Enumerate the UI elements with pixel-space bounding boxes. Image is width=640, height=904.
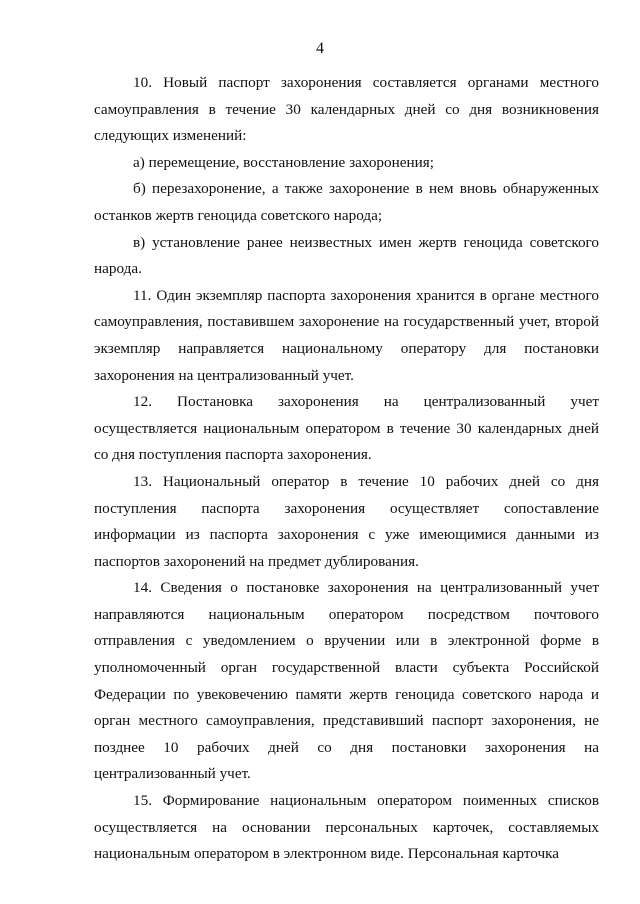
page-number: 4 bbox=[316, 40, 324, 57]
paragraph-13: 13. Национальный оператор в течение 10 рабочих дней со дня поступления паспорта захоронения осуществляет сопоставление информации из паспорта захоронения с уже имеющимися данными из паспортов захоронений на предмет дублирования. bbox=[94, 472, 599, 570]
paragraph-11: 11. Один экземпляр паспорта захоронения хранится в органе местного самоуправления, поставившем захоронение на государственный учет, второй экземпляр направляется национальному оператору для постановки захоронения на централизованный учет. bbox=[94, 286, 599, 384]
paragraph-10: 10. Новый паспорт захоронения составляется органами местного самоуправления в течение 30 календарных дней со дня возникновения следующих изменений: bbox=[94, 74, 599, 145]
document-body bbox=[94, 70, 599, 868]
paragraph-15: 15. Формирование национальным оператором поименных списков осуществляется на основании персональных карточек, составляемых национальным оператором в электронном виде. Персональная карточка bbox=[94, 792, 599, 863]
paragraph-14: 14. Сведения о постановке захоронения на централизованный учет направляются национальным оператором посредством почтового отправления с уведомлением о вручении или в электронной форме в уполномоченный орган государственной власти субъекта Российской Федерации по увековечению памяти жертв геноцида советского народа и орган местного самоуправления, представивший паспорт захоронения, не позднее 10 рабочих дней со дня постановки захоронения на централизованный учет. bbox=[94, 579, 599, 783]
paragraph-10-b: б) перезахоронение, а также захоронение в нем вновь обнаруженных останков жертв геноцида советского народа; bbox=[94, 180, 599, 224]
paragraph-12: 12. Постановка захоронения на централизованный учет осуществляется национальным оператором в течение 30 календарных дней со дня поступления паспорта захоронения. bbox=[94, 393, 599, 464]
paragraph-10-a: а) перемещение, восстановление захоронения; bbox=[133, 153, 434, 171]
paragraph-10-v: в) установление ранее неизвестных имен жертв геноцида советского народа. bbox=[94, 233, 599, 278]
